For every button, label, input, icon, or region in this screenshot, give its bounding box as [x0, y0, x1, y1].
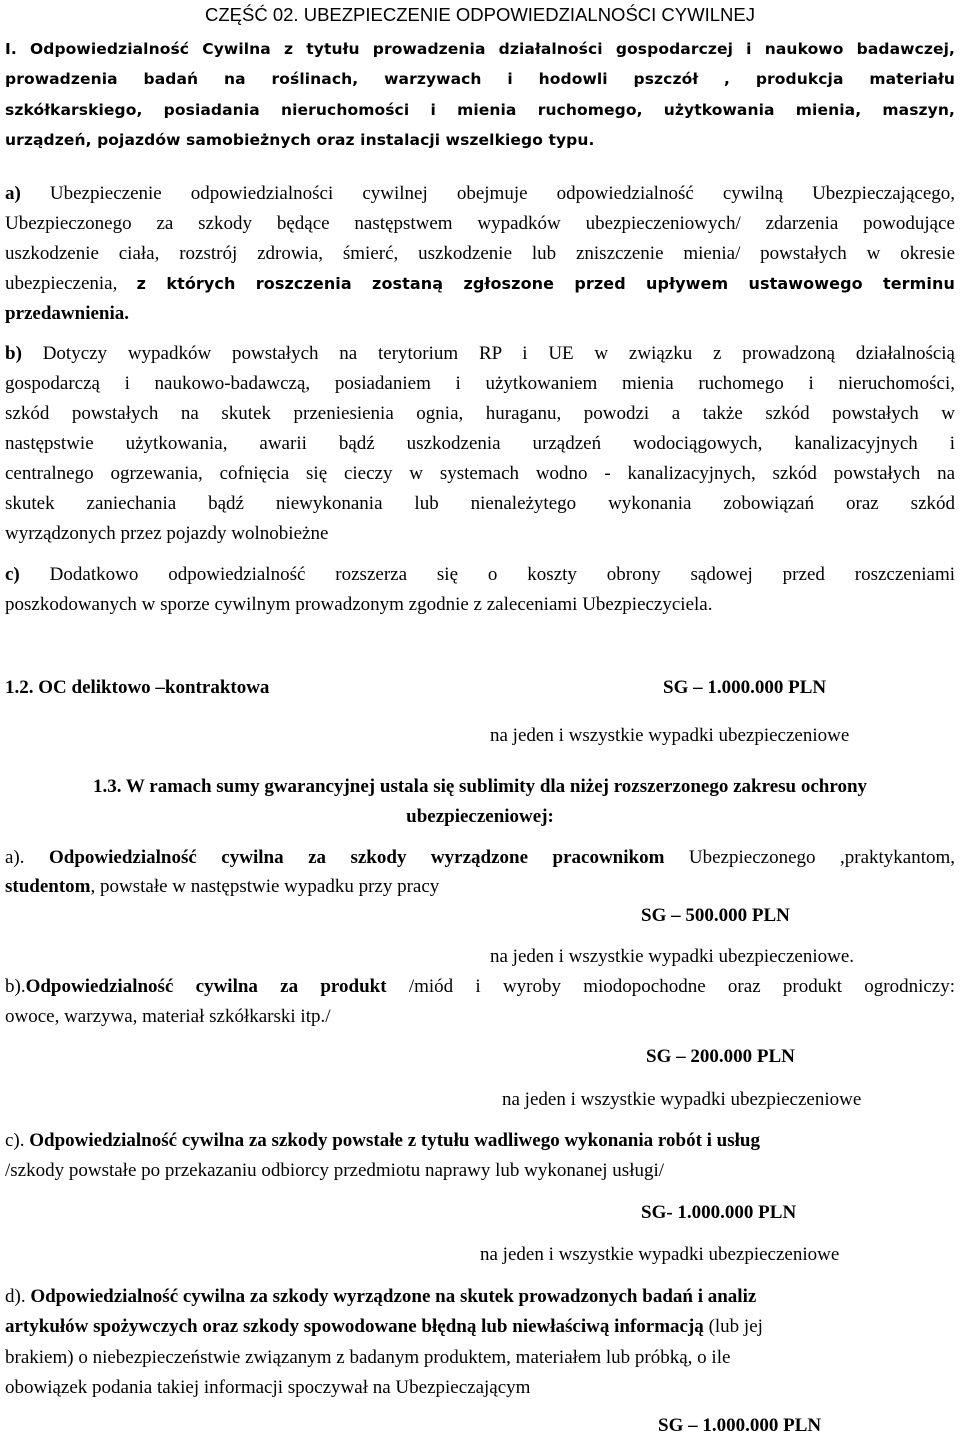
- para-b-line-2: gospodarczą i naukowo-badawczą, posiadaniem i użytkowaniem mienia ruchomego i nieruchomości,: [5, 373, 955, 394]
- section1-line-3: szkółkarskiego, posiadania nieruchomości i mienia ruchomego, użytkowania mienia, maszyn,: [5, 101, 955, 119]
- document-title: CZĘŚĆ 02. UBEZPIECZENIE ODPOWIEDZIALNOŚCI CYWILNEJ: [205, 4, 755, 25]
- sd-line-1: [5, 1287, 756, 1306]
- sb-sum: SG – 200.000 PLN: [646, 1046, 795, 1067]
- sa-text-2: , powstałe w następstwie wypadku przy pracy: [90, 876, 440, 897]
- para-b-line-3: szkód powstałych na skutek przeniesienia ognia, huraganu, powodzi a także szkód powstałych w: [5, 403, 955, 424]
- para-b-line-1: [5, 344, 955, 363]
- sd-bold-2: artykułów spożywczych oraz szkody spowodowane błędną lub niewłaściwą informacją: [5, 1316, 704, 1337]
- sd-bold-1: Odpowiedzialność cywilna za szkody wyrządzone na skutek prowadzonych badań i analiz: [30, 1286, 757, 1307]
- para-a-label: a): [5, 183, 21, 204]
- sb-prefix: b).: [5, 976, 26, 997]
- sd-line-4: obowiązek podania takiej informacji spoczywał na Ubezpieczającym: [5, 1377, 531, 1398]
- sd-prefix: d).: [5, 1286, 26, 1307]
- para-b-line-5: centralnego ogrzewania, cofnięcia się cieczy w systemach wodno - kanalizacyjnych, szkód powstałych na: [5, 463, 955, 484]
- sa-line-2: [5, 877, 439, 896]
- para-a-line-3: uszkodzenie ciała, rozstrój zdrowia, śmierć, uszkodzenie lub zniszczenie mienia/ powstałych w okresie: [5, 243, 955, 264]
- sa-bold-2: studentom: [5, 876, 91, 897]
- sd-line-2: [5, 1317, 763, 1336]
- para-c-text-1: Dodatkowo odpowiedzialność rozszerza się o koszty obrony sądowej przed roszczeniami: [49, 564, 955, 585]
- sc-prefix: c).: [5, 1130, 25, 1151]
- sc-note: na jeden i wszystkie wypadki ubezpieczeniowe: [480, 1244, 840, 1265]
- para-b-line-4: następstwie użytkowania, awarii bądź uszkodzenia urządzeń wodociągowych, kanalizacyjnych i: [5, 433, 955, 454]
- sc-line-2: /szkody powstałe po przekazaniu odbiorcy przedmiotu naprawy lub wykonanej usługi/: [5, 1160, 665, 1181]
- s13-line-2: ubezpieczeniowej:: [406, 806, 554, 827]
- para-a-text-4: ubezpieczenia,: [5, 273, 118, 294]
- sd-line-3: brakiem) o niebezpieczeństwie związanym z badanym produktem, materiałem lub próbką, o ile: [5, 1347, 731, 1368]
- s12-sum: SG – 1.000.000 PLN: [663, 677, 827, 698]
- sd-text-2: (lub jej: [708, 1316, 763, 1337]
- para-a-line-1: [5, 184, 955, 203]
- para-a-text-1: Ubezpieczenie odpowiedzialności cywilnej obejmuje odpowiedzialność cywilną Ubezpieczającego,: [49, 183, 956, 204]
- sa-text-1: Ubezpieczonego ,praktykantom,: [688, 847, 956, 868]
- para-c-line-2: poszkodowanych w sporze cywilnym prowadzonym zgodnie z zaleceniami Ubezpieczyciela.: [5, 594, 713, 615]
- para-a-line-5: przedawnienia.: [5, 303, 130, 324]
- section1-line-2: prowadzenia badań na roślinach, warzywach i hodowli pszczół , produkcja materiału: [5, 70, 955, 88]
- sc-bold-1: Odpowiedzialność cywilna za szkody powstałe z tytułu wadliwego wykonania robót i usług: [29, 1130, 760, 1151]
- para-b-label: b): [5, 343, 22, 364]
- sb-line-1: [5, 977, 955, 996]
- para-b-text-1: Dotyczy wypadków powstałych na terytorium RP i UE w związku z prowadzoną działalnością: [42, 343, 955, 364]
- s12-heading: 1.2. OC deliktowo –kontraktowa: [5, 677, 270, 698]
- para-c-line-1: [5, 565, 955, 584]
- sc-line-1: [5, 1131, 760, 1150]
- para-c-label: c): [5, 564, 20, 585]
- para-a-bold-4: z których roszczenia zostaną zgłoszone przed upływem ustawowego terminu: [136, 274, 956, 293]
- sa-bold-1: Odpowiedzialność cywilna za szkody wyrządzone pracownikom: [49, 847, 665, 868]
- section1-line-4: urządzeń, pojazdów samobieżnych oraz instalacji wszelkiego typu.: [5, 131, 595, 149]
- para-b-line-7: wyrządzonych przez pojazdy wolnobieżne: [5, 523, 329, 544]
- sd-sum: SG – 1.000.000 PLN: [658, 1415, 822, 1436]
- sc-sum: SG- 1.000.000 PLN: [641, 1202, 797, 1223]
- para-a-line-2: Ubezpieczonego za szkody będące następstwem wypadków ubezpieczeniowych/ zdarzenia powodujące: [5, 213, 955, 234]
- sa-prefix: a).: [5, 847, 25, 868]
- sb-note: na jeden i wszystkie wypadki ubezpieczeniowe: [502, 1089, 862, 1110]
- section1-line-1: I. Odpowiedzialność Cywilna z tytułu prowadzenia działalności gospodarczej i naukowo badawczej,: [5, 40, 955, 58]
- sa-sum: SG – 500.000 PLN: [641, 905, 790, 926]
- s12-note: na jeden i wszystkie wypadki ubezpieczeniowe: [490, 725, 850, 746]
- s13-line-1: 1.3. W ramach sumy gwarancyjnej ustala się sublimity dla niżej rozszerzonego zakresu ochrony: [92, 776, 868, 797]
- sa-line-1: [5, 848, 955, 867]
- sb-bold-1: Odpowiedzialność cywilna za produkt: [25, 976, 387, 997]
- para-b-line-6: skutek zaniechania bądź niewykonania lub nienależytego wykonania zobowiązań oraz szkód: [5, 493, 955, 514]
- sb-line-2: owoce, warzywa, materiał szkółkarski itp./: [5, 1006, 331, 1027]
- sa-note: na jeden i wszystkie wypadki ubezpieczeniowe.: [490, 946, 855, 967]
- para-a-line-4: [5, 274, 955, 293]
- sb-text-1: /miód i wyroby miodopochodne oraz produkt ogrodniczy:: [408, 976, 955, 997]
